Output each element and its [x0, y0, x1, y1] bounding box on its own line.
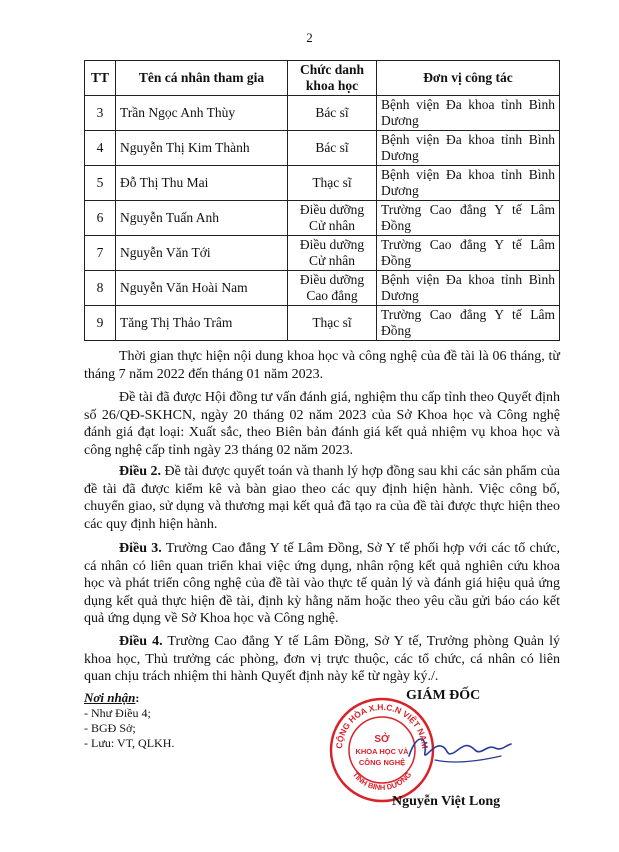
article-4-label: Điều 4. — [119, 634, 163, 649]
seal-center-line-2: KHOA HỌC VÀ — [355, 747, 409, 756]
signature-stroke — [409, 739, 511, 756]
cell-tt: 9 — [85, 306, 116, 341]
table-row — [85, 131, 560, 166]
table-row — [85, 166, 560, 201]
table-header-row — [85, 61, 560, 96]
cell-unit: Trường Cao đẳng Y tế Lâm Đồng — [377, 201, 560, 236]
participants-table — [84, 60, 560, 341]
cell-name: Tăng Thị Thảo Trâm — [116, 306, 288, 341]
table-row — [85, 236, 560, 271]
article-3-paragraph — [84, 540, 560, 628]
cell-title: Thạc sĩ — [288, 306, 377, 341]
cell-title: Điều dưỡng Cao đẳng — [288, 271, 377, 306]
director-name: Nguyễn Việt Long — [392, 794, 501, 809]
table-row — [85, 306, 560, 341]
cell-name: Nguyễn Tuấn Anh — [116, 201, 288, 236]
cell-unit: Bệnh viện Đa khoa tỉnh Bình Dương — [377, 131, 560, 166]
implementation-time-paragraph: Thời gian thực hiện nội dung khoa học và công nghệ của đề tài là 06 tháng, từ tháng 7 năm 2022 đến tháng 01 năm 2023. — [84, 349, 560, 382]
cell-tt: 5 — [85, 166, 116, 201]
seal-center-line-1: SỞ — [374, 734, 390, 745]
cell-title: Điều dưỡng Cử nhân — [288, 236, 377, 271]
signature-underline — [435, 756, 501, 762]
header-unit: Đơn vị công tác — [377, 61, 560, 96]
page-number: 2 — [306, 30, 313, 45]
cell-tt: 6 — [85, 201, 116, 236]
cell-unit: Bệnh viện Đa khoa tỉnh Bình Dương — [377, 166, 560, 201]
signature-icon — [405, 722, 515, 772]
cell-title: Bác sĩ — [288, 96, 377, 131]
cell-tt: 4 — [85, 131, 116, 166]
recipient-item: - BGĐ Sở; — [84, 721, 136, 735]
article-2-paragraph — [84, 463, 560, 533]
cell-name: Nguyễn Thị Kim Thành — [116, 131, 288, 166]
cell-unit: Bệnh viện Đa khoa tỉnh Bình Dương — [377, 96, 560, 131]
recipients-heading: Nơi nhận — [84, 690, 136, 705]
cell-unit: Trường Cao đẳng Y tế Lâm Đồng — [377, 236, 560, 271]
article-4-text: Trường Cao đẳng Y tế Lâm Đồng, Sở Y tế, Trưởng phòng Quản lý khoa học, Thủ trưởng các phòng, đơn vị trực thuộc, các tổ chức, cá nhân có liên quan chịu trách nhiệm thi hành Quyết định này kể từ ngày ký./. — [84, 634, 560, 684]
evaluation-paragraph: Đề tài đã được Hội đồng tư vấn đánh giá, nghiệm thu cấp tỉnh theo Quyết định số 26/QĐ-SKHCN, ngày 20 tháng 02 năm 2023 của Sở Khoa học và Công nghệ đánh giá đạt loại: Xuất sắc, theo Biên bản đánh giá kết quả nhiệm vụ khoa học và công nghệ cấp tỉnh ngày 23 tháng 02 năm 2023. — [84, 390, 560, 458]
article-4-paragraph — [84, 633, 560, 686]
table-row — [85, 96, 560, 131]
seal-center-line-3: CÔNG NGHỆ — [358, 758, 406, 767]
cell-unit: Bệnh viện Đa khoa tỉnh Bình Dương — [377, 271, 560, 306]
header-tt: TT — [85, 61, 116, 96]
cell-name: Nguyễn Văn Tới — [116, 236, 288, 271]
table-row — [85, 271, 560, 306]
recipient-item: - Như Điều 4; — [84, 706, 151, 720]
cell-title: Bác sĩ — [288, 131, 377, 166]
cell-tt: 7 — [85, 236, 116, 271]
recipient-item: - Lưu: VT, QLKH. — [84, 736, 175, 750]
cell-name: Trần Ngọc Anh Thùy — [116, 96, 288, 131]
header-name: Tên cá nhân tham gia — [116, 61, 288, 96]
article-2-text: Đề tài được quyết toán và thanh lý hợp đồng sau khi các sản phẩm của đề tài đã được kiểm kê và bàn giao theo các quy định hiện hành. Việc công bố, chuyển giao, sử dụng và thương mại kết quả đã tạo ra của đề tài được thực hiện theo các quy định hiện hành. — [84, 464, 560, 532]
director-title: GIÁM ĐỐC — [406, 688, 481, 703]
article-3-text: Trường Cao đẳng Y tế Lâm Đồng, Sở Y tế phối hợp với các tổ chức, cá nhân có liên quan triển khai việc ứng dụng, nhân rộng kết quả nghiên cứu khoa học và phát triển công nghệ của đề tài vào thực tế quản lý và đánh giá hiệu quả ứng dụng kết quả thực hiện đề tài, định kỳ hằng năm hoặc theo yêu cầu gửi báo cáo kết quả ứng dụng về Sở Khoa học và Công nghệ. — [84, 541, 561, 626]
seal-bottom-text: TỈNH BÌNH DƯƠNG — [350, 770, 414, 793]
article-2-label: Điều 2. — [119, 464, 162, 479]
cell-name: Nguyễn Văn Hoài Nam — [116, 271, 288, 306]
cell-name: Đỗ Thị Thu Mai — [116, 166, 288, 201]
recipients-colon: : — [135, 691, 140, 705]
recipients-block — [84, 690, 174, 751]
table-row — [85, 201, 560, 236]
article-3-label: Điều 3. — [119, 541, 162, 556]
cell-tt: 3 — [85, 96, 116, 131]
cell-unit: Trường Cao đẳng Y tế Lâm Đồng — [377, 306, 560, 341]
seal-ring-text: CỘNG HÒA X.H.C.N VIỆT NAM — [333, 701, 431, 750]
cell-title: Thạc sĩ — [288, 166, 377, 201]
cell-tt: 8 — [85, 271, 116, 306]
header-title: Chức danh khoa học — [288, 61, 377, 96]
cell-title: Điều dưỡng Cử nhân — [288, 201, 377, 236]
